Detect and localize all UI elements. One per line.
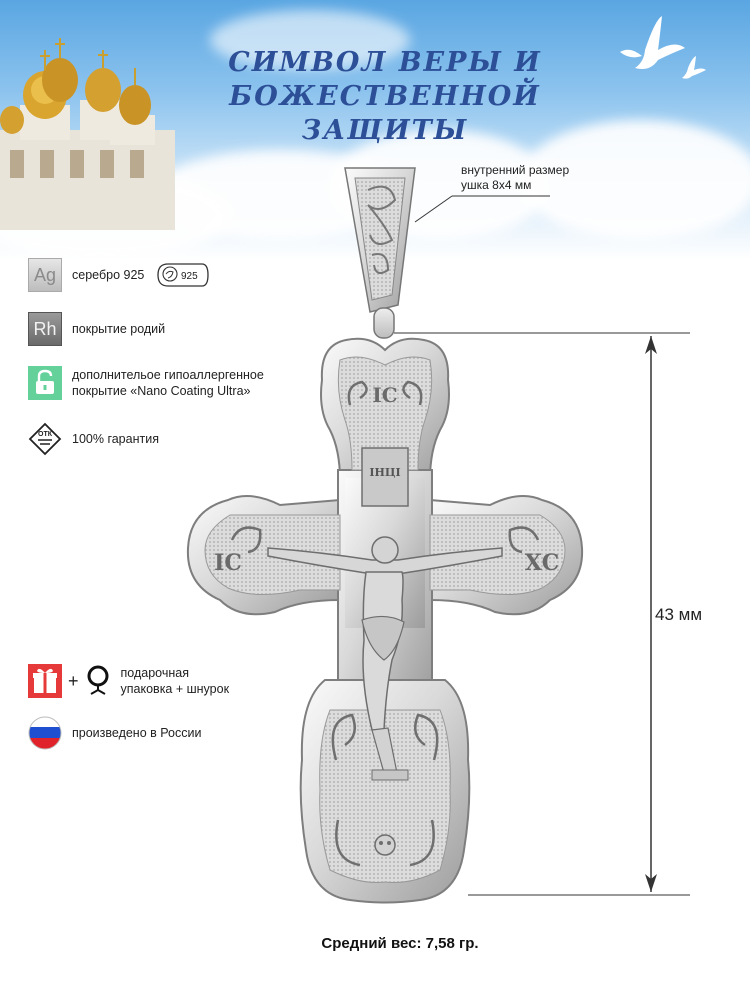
weight-label: Средний вес: 7,58 гр. bbox=[321, 935, 479, 952]
height-label: 43 мм bbox=[655, 605, 703, 624]
pendant-cross bbox=[188, 339, 582, 903]
bail-leader-line bbox=[415, 196, 452, 222]
bail-size-label: внутренний размер ушка 8х4 мм bbox=[461, 163, 570, 192]
feature-nano-line1: дополнительое гипоаллергенное bbox=[72, 368, 264, 382]
svg-text:925: 925 bbox=[181, 271, 199, 282]
pendant-bail bbox=[345, 168, 415, 338]
skull-ornament bbox=[375, 835, 395, 855]
feature-russia-text: произведено в России bbox=[72, 726, 202, 740]
inscription-left: ІС bbox=[214, 550, 242, 576]
inscription-right: ХС bbox=[524, 550, 560, 576]
feature-gift-line2: упаковка + шнурок bbox=[120, 682, 230, 696]
feature-guarantee-text: 100% гарантия bbox=[72, 432, 159, 446]
feature-nano-line2: покрытие «Nano Coating Ultra» bbox=[72, 384, 251, 398]
feature-rhodium-text: покрытие родий bbox=[72, 322, 166, 336]
feature-silver-text: серебро 925 bbox=[72, 268, 145, 282]
rhodium-rh-icon: Rh bbox=[28, 312, 62, 346]
inscription-top: ІС bbox=[372, 383, 398, 407]
plus-sign: + bbox=[68, 670, 79, 691]
feature-gift-line1: подарочная bbox=[120, 666, 189, 680]
silver-ag-icon: Ag bbox=[28, 258, 62, 292]
svg-text:ОТК: ОТК bbox=[38, 431, 52, 438]
page-title: СИМВОЛ ВЕРЫ И БОЖЕСТВЕННОЙ ЗАЩИТЫ bbox=[228, 47, 542, 146]
svg-text:ІНЦІ: ІНЦІ bbox=[369, 466, 401, 479]
